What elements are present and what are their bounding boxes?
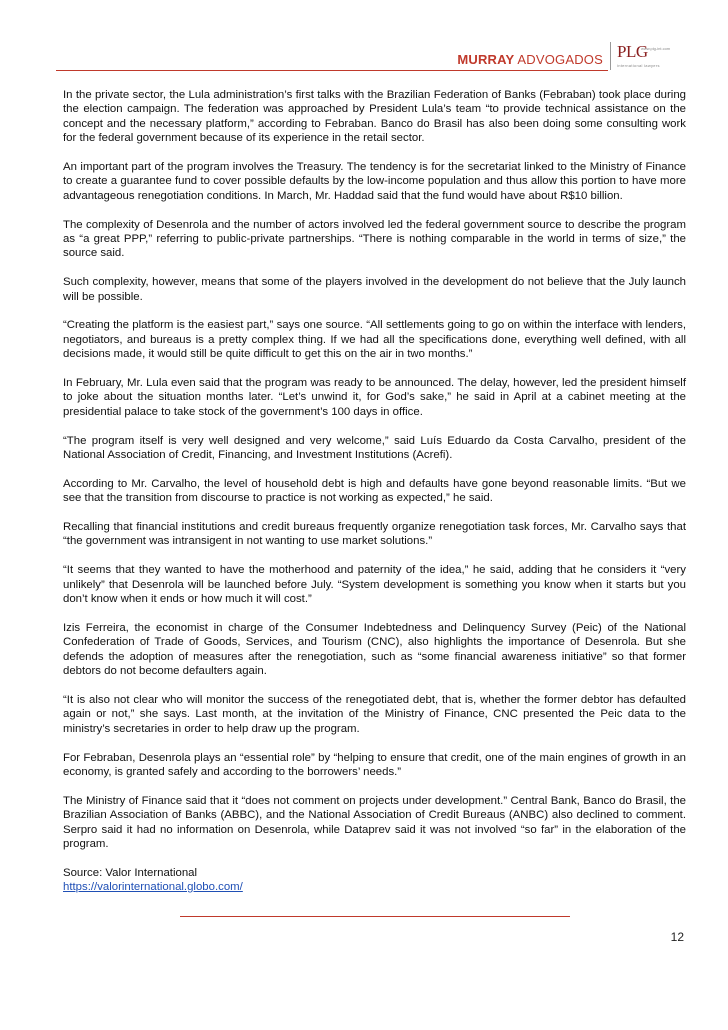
- paragraph: “The program itself is very well designed and very welcome,” said Luís Eduardo da Costa Carvalho, president of the National Association of Credit, Financing, and Investment Institutions (Acrefi).: [63, 434, 686, 462]
- source-label: Source: Valor International: [63, 866, 198, 879]
- paragraph: Such complexity, however, means that some of the players involved in the development do not believe that the July launch will be possible.: [63, 276, 686, 303]
- paragraph: According to Mr. Carvalho, the level of household debt is high and defaults have gone beyond reasonable limits. “But we see that the transition from discourse to practice is not working as expected,” he said.: [63, 477, 686, 505]
- source-citation: [63, 866, 686, 895]
- page-number: 12: [670, 930, 684, 944]
- paragraph: An important part of the program involves the Treasury. The tendency is for the secretariat linked to the Ministry of Finance to create a guarantee fund to cover possible defaults by the low-income population and thus allow this portion to have more advantageous renegotiation conditions. In March, Mr. Haddad said that the fund would have about R$10 billion.: [63, 161, 686, 202]
- plg-logo: [610, 42, 681, 70]
- paragraph: “It seems that they wanted to have the motherhood and paternity of the idea,” he said, adding that he considers it “very unlikely” that Desenrola will be launched before July. “System development is something you know when it starts but you don’t know when it ends or how much it will cost.”: [63, 564, 686, 606]
- page-header: [56, 38, 681, 78]
- paragraph: In February, Mr. Lula even said that the program was ready to be announced. The delay, however, led the president himself to joke about the situation months later. “Let’s unwind it, for God’s sake,” he said in April at a cabinet meeting at the presidential palace to take stock of the government’s 100 days in office.: [63, 377, 686, 418]
- paragraph: In the private sector, the Lula administration’s first talks with the Brazilian Federation of Banks (Febraban) took place during the election campaign. The federation was approached by President Lula’s team “to provide technical assistance on the concept and the necessary platform,” according to Febraban. Banco do Brasil has also been doing some consulting work for the federal government because of its experience in the retail sector.: [63, 89, 686, 145]
- header-divider: [56, 70, 608, 71]
- paragraph: Recalling that financial institutions and credit bureaus frequently organize renegotiation task forces, Mr. Carvalho says that “the government was intransigent in not wanting to use market solutions.”: [63, 521, 686, 548]
- paragraph: The Ministry of Finance said that it “does not comment on projects under development.” Central Bank, Banco do Brasil, the Brazilian Association of Banks (ABBC), and the National Association of Credit Bureaus (ANBC) also declined to comment. Serpro said it had no information on Desenrola, while Dataprev said it was not involved “so far” in the elaboration of the program.: [63, 794, 686, 850]
- plg-logo-tagline: international lawyers: [617, 63, 660, 68]
- paragraph: Izis Ferreira, the economist in charge of the Consumer Indebtedness and Delinquency Survey (Peic) of the National Confederation of Trade of Goods, Services, and Tourism (CNC), also highlights the importance of Desenrola. But she defends the adoption of measures after the renegotiation, such as “some financial awareness initiative” so that former debtors do not become defaulters again.: [63, 621, 686, 678]
- plg-logo-text: PLG: [617, 42, 648, 61]
- footer-divider: [180, 916, 570, 917]
- article-body: [63, 88, 686, 895]
- murray-advogados-logo: [457, 52, 603, 67]
- plg-logo-url: www.plg-int.com: [641, 46, 671, 51]
- paragraph: “Creating the platform is the easiest part,” says one source. “All settlements going to go on within the interface with lenders, negotiators, and bureaus is a pretty complex thing. If we had all the specifications done, everything well defined, with all decisions made, it would still be quite difficult to get this on the air in two months.”: [63, 319, 686, 361]
- paragraph: For Febraban, Desenrola plays an “essential role” by “helping to ensure that credit, one of the main engines of growth in an economy, is granted safely and according to the borrowers’ needs.”: [63, 751, 686, 778]
- source-link[interactable]: https://valorinternational.globo.com/: [63, 881, 243, 894]
- brand-name-bold: MURRAY: [457, 52, 515, 67]
- paragraph: The complexity of Desenrola and the number of actors involved led the federal government source to describe the program as “a great PPP,” referring to public-private partnerships. “There is nothing comparable in the world in terms of size,” the source said.: [63, 218, 686, 260]
- paragraph: “It is also not clear who will monitor the success of the renegotiated debt, that is, whether the former debtor has defaulted again or not,” she says. Last month, at the invitation of the Ministry of Finance, CNC presented the Peic data to the ministry’s secretaries in order to help draw up the program.: [63, 693, 686, 735]
- brand-name-light: ADVOGADOS: [517, 52, 603, 67]
